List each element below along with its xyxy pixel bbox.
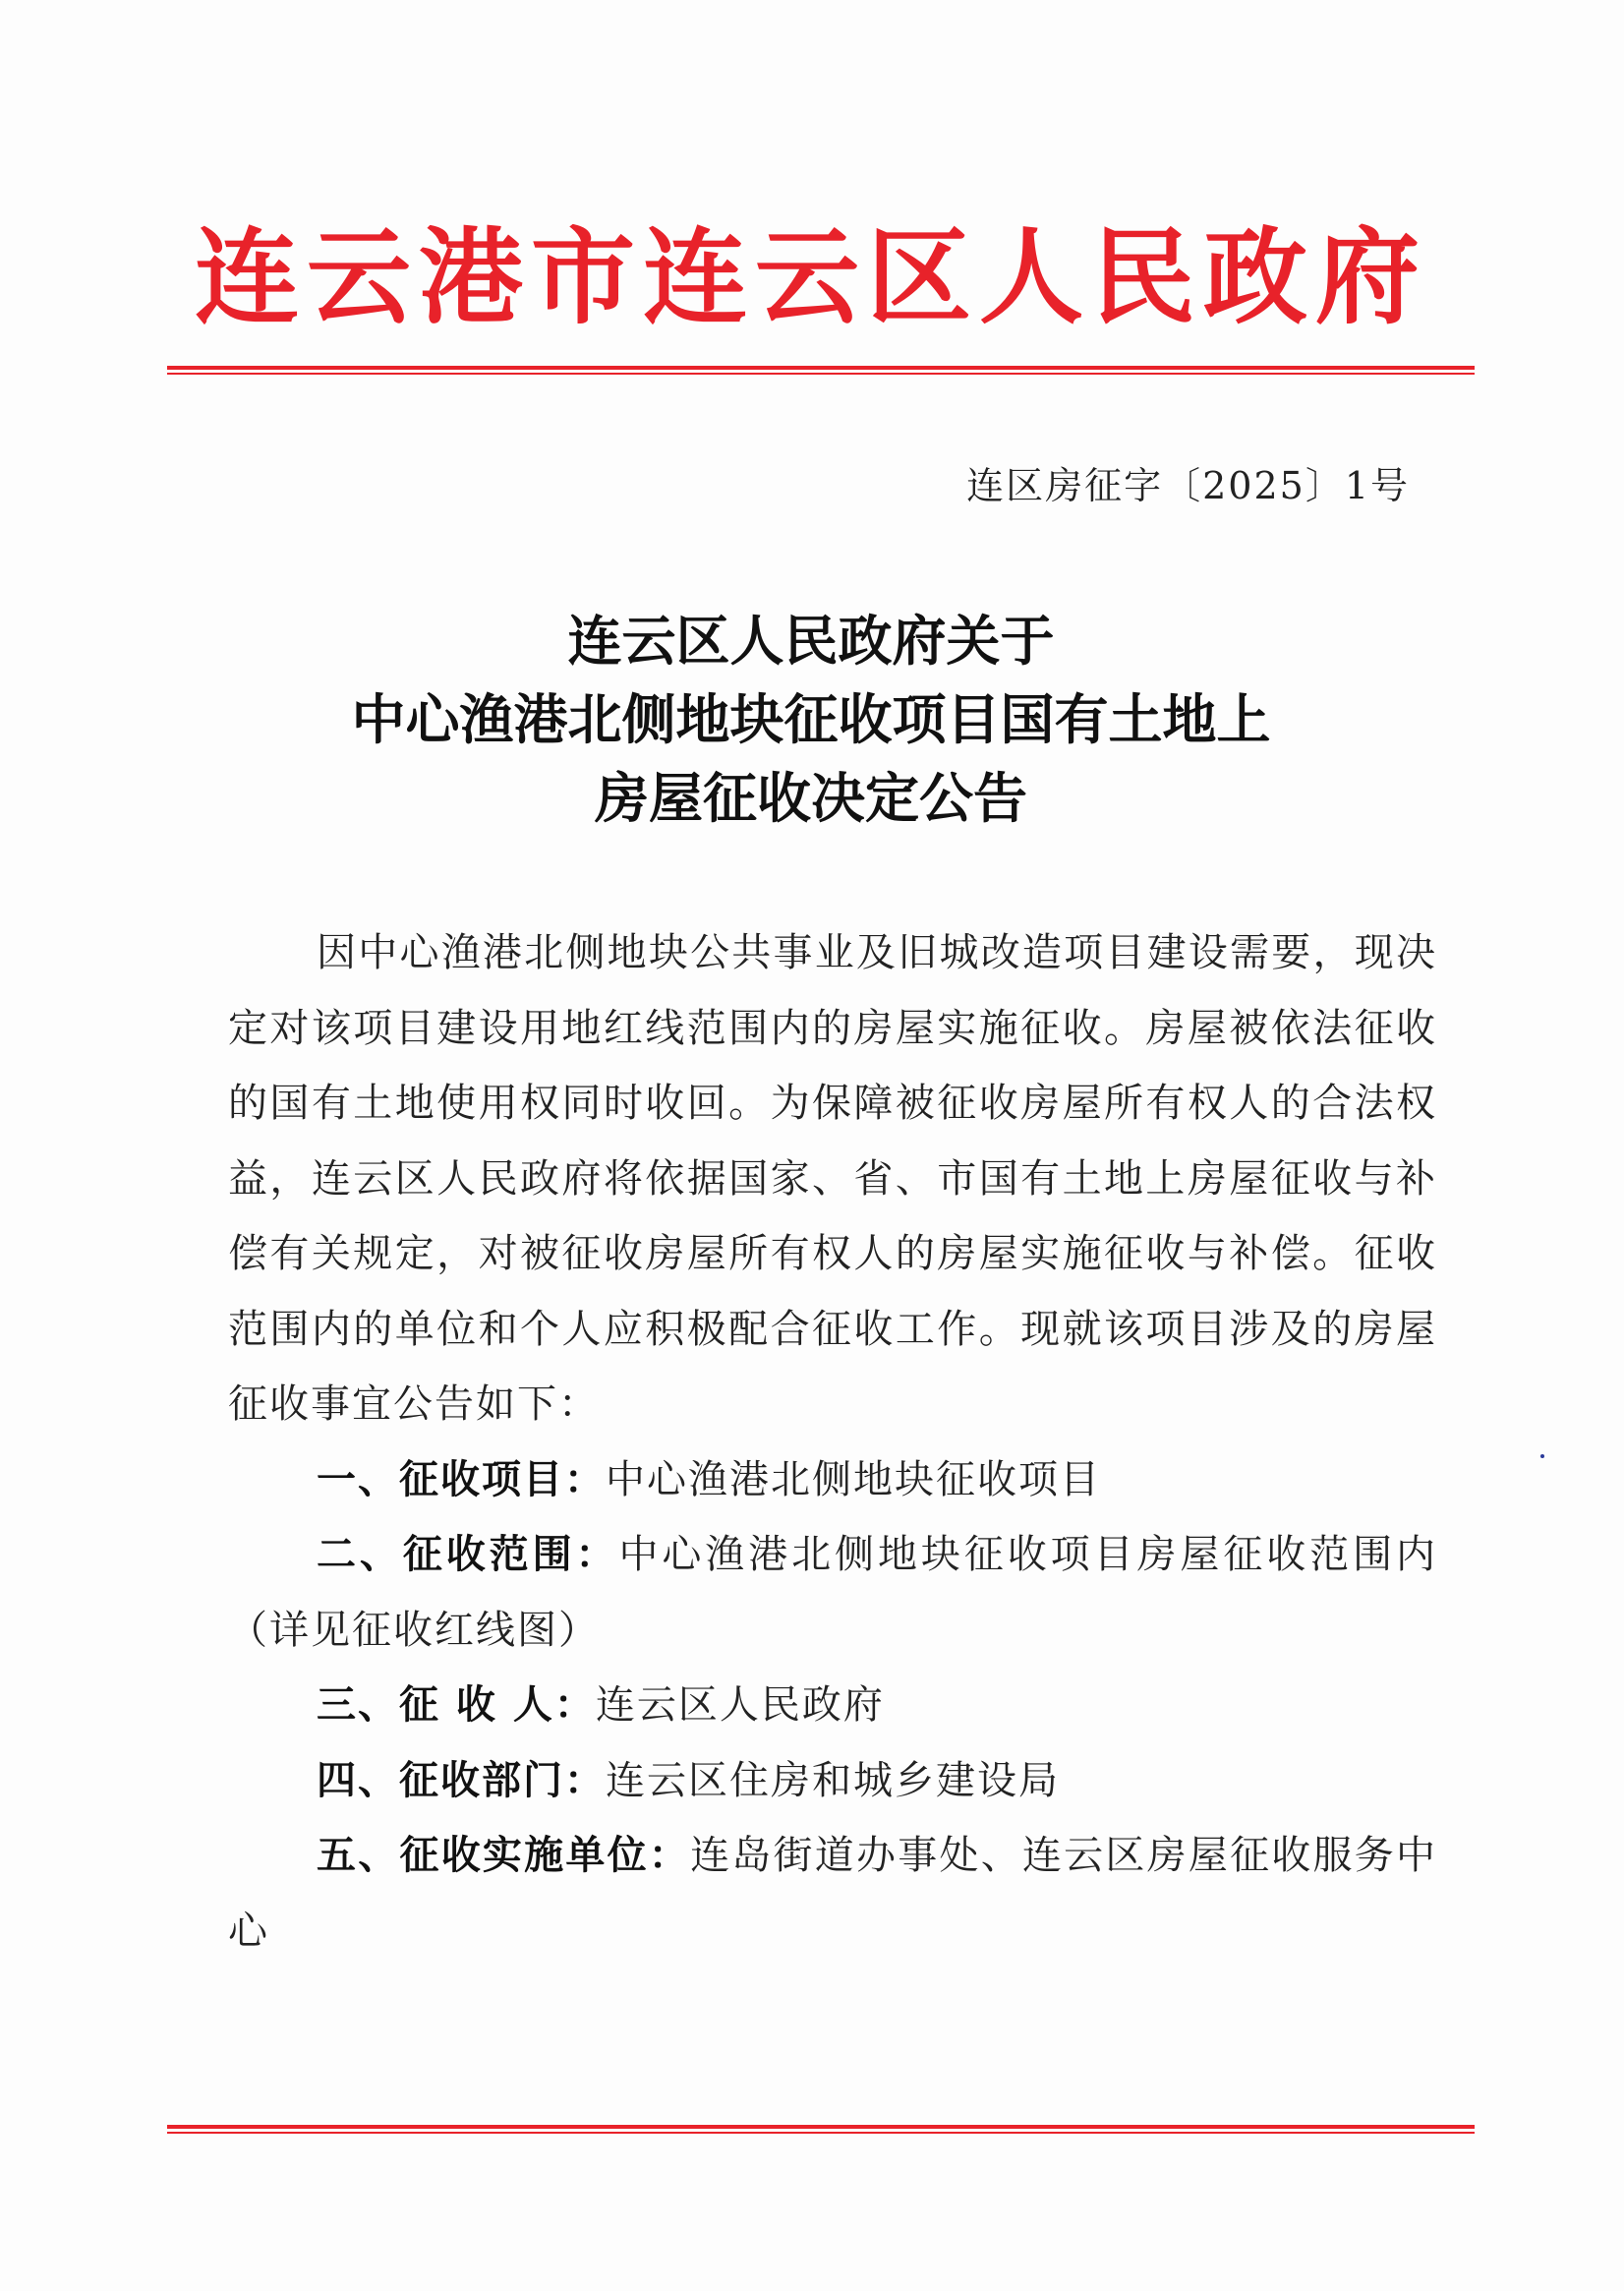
header-red-divider — [167, 366, 1475, 370]
document-number: 连区房征字〔2025〕1号 — [966, 464, 1410, 507]
footer-red-divider — [167, 2125, 1475, 2129]
title-line-3: 房屋征收决定公告 — [594, 766, 1027, 830]
item-label: 五、征收实施单位： — [317, 1833, 691, 1878]
list-item-scope — [228, 1517, 1437, 1668]
item-value: 连云区住房和城乡建设局 — [606, 1757, 1060, 1803]
item-label: 三、征 收 人： — [317, 1682, 596, 1728]
item-label: 四、征收部门： — [317, 1757, 606, 1803]
document-body — [228, 915, 1437, 1968]
issuing-authority-header: 连云港市连云区人民政府 — [195, 217, 1427, 338]
item-value: 中心渔港北侧地块征收项目 — [606, 1456, 1101, 1502]
intro-paragraph: 因中心渔港北侧地块公共事业及旧城改造项目建设需要，现决定对该项目建设用地红线范围内的房屋实施征收。房屋被依法征收的国有土地使用权同时收回。为保障被征收房屋所有权人的合法权益，连云区人民政府将依据国家、省、市国有土地上房屋征收与补偿有关规定，对被征收房屋所有权人的房屋实施征收与补偿。征收范围内的单位和个人应积极配合征收工作。现就该项目涉及的房屋征收事宜公告如下： — [228, 930, 1437, 1427]
ink-speck — [1540, 1454, 1544, 1458]
list-item-project — [228, 1442, 1437, 1518]
item-label: 二、征收范围： — [317, 1532, 619, 1577]
list-item-implementing-unit — [228, 1818, 1437, 1968]
item-label: 一、征收项目： — [317, 1456, 606, 1502]
list-item-department — [228, 1743, 1437, 1819]
title-line-2: 中心渔港北侧地块征收项目国有土地上 — [351, 687, 1271, 751]
item-value: 连云区人民政府 — [595, 1682, 885, 1728]
title-line-1: 连云区人民政府关于 — [567, 609, 1055, 673]
item-value: 中心渔港北侧地块征收项目房屋征收范围内（详见征收红线图） — [228, 1532, 1438, 1653]
item-value: 连岛街道办事处、连云区房屋征收服务中心 — [228, 1833, 1438, 1954]
list-item-expropriator — [228, 1668, 1437, 1743]
document-title — [157, 602, 1465, 838]
